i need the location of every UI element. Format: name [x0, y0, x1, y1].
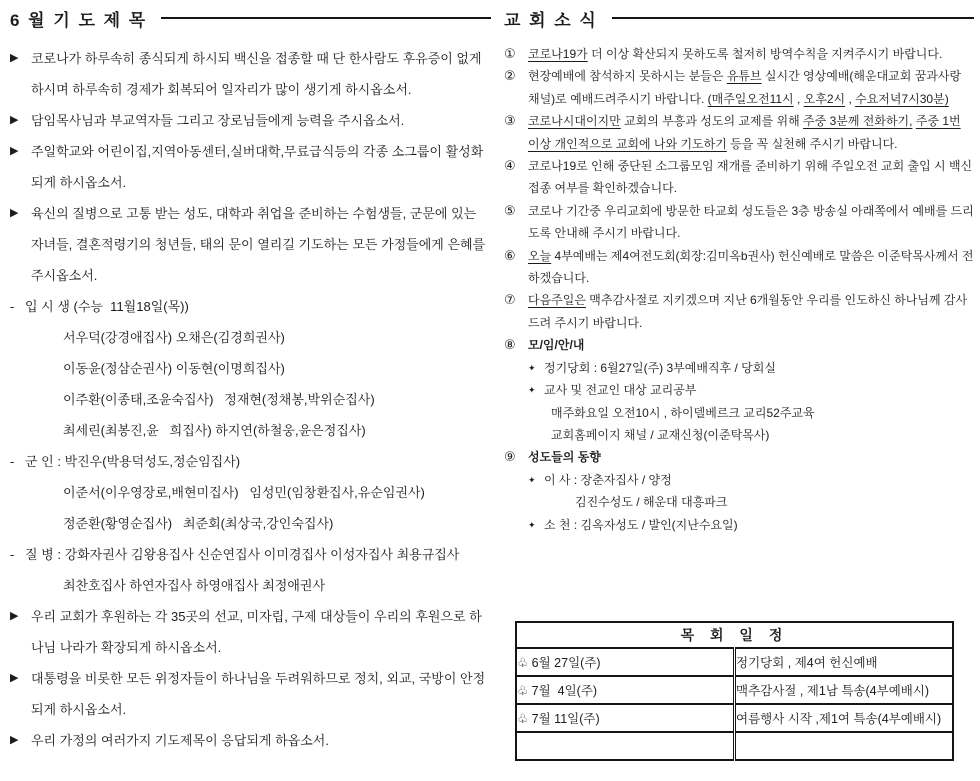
meeting-detail-row: [504, 402, 974, 424]
meeting-detail-row: [504, 424, 974, 446]
name-list-row: [10, 384, 491, 415]
trend-text: 김진수성도 / 해운대 대흥파크: [575, 495, 728, 510]
table-title: 목 회 일 정: [516, 622, 953, 648]
prayer-topics-title-row: [10, 6, 491, 31]
name-list-row: [10, 570, 491, 601]
title-rule: [612, 17, 974, 19]
plain-text: 실시간 영상예배(해운대교회 꿈과사랑 채널)로 예배드려주시기 바랍니다.: [528, 69, 962, 106]
triangle-bullet-icon: ▶: [10, 610, 19, 622]
diamond-bullet-icon: ✦: [528, 385, 536, 396]
prayer-text: 우리 가정의 여러가지 기도제목이 응답되게 하옵소서.: [31, 733, 329, 748]
meeting-text: 정기당회 : 6월27일(주) 3부예배직후 / 당회실: [544, 360, 776, 375]
news-text: [528, 114, 961, 150]
schedule-event: 정기당회 , 제4여 헌신예배: [735, 648, 954, 676]
schedule-event: 여름행사 시작 ,제1여 특송(4부예배시): [735, 704, 954, 732]
church-news-title-row: [504, 6, 974, 31]
meetings-header: [504, 334, 974, 356]
prayer-text: 대통령을 비롯한 모든 위정자들이 하나님을 두려워하므로 정치, 외교, 국방이 안정되게 하시옵소서.: [31, 671, 486, 717]
plain-text: 등을 꼭 실천해 주시기 바랍니다.: [726, 136, 898, 151]
schedule-date: ♧ 6월 27일(주): [516, 648, 735, 676]
plain-text: 교회의 부흥과 성도의 교제를 위해: [620, 114, 804, 129]
news-item-1: [504, 43, 974, 65]
news-item-3: [504, 110, 974, 155]
name-list-row: [10, 353, 491, 384]
names-text: 최세린(최봉진,윤 희집사) 하지연(하철웅,윤은정집사): [63, 423, 366, 438]
names-text: 정준환(황영순집사) 최준회(최상국,강인숙집사): [63, 516, 334, 531]
diamond-bullet-icon: ✦: [528, 362, 536, 373]
category-label: 질 병 : 강화자권사 김왕용집사 신순연집사 이미경집사 이성자집사 최용규집사: [25, 547, 460, 562]
triangle-bullet-icon: ▶: [10, 672, 19, 684]
prayer-item: [10, 43, 491, 105]
table-title-row: [516, 622, 953, 648]
meetings-header-label: 모/임/안/내: [528, 338, 585, 353]
section-title: 교 회 소 식: [504, 11, 598, 30]
plain-text: 맥추감사절로 지키겠으며 지난 6개월동안 우리를 인도하신 하나님께 감사 드려 주시기 바랍니다.: [528, 293, 968, 330]
news-item-5: [504, 200, 974, 245]
name-list-row: [10, 322, 491, 353]
trend-row: [504, 514, 974, 536]
circled-number-icon: ③: [504, 113, 516, 129]
names-text: 이준서(이우영장로,배현미집사) 임성민(임창환집사,유순임권사): [63, 485, 425, 500]
triangle-bullet-icon: ▶: [10, 734, 19, 746]
triangle-bullet-icon: ▶: [10, 114, 19, 126]
plain-text: 코로나 기간중 우리교회에 방문한 타교회 성도들은 3층 방송실 아래쪽에서 예배를 드리도록 안내해 주시기 바랍니다.: [528, 203, 974, 241]
news-item-2: [504, 65, 974, 110]
underlined-text: 주중 1번 이상 개인적으로 교회에 나와 기도하기: [528, 114, 961, 151]
table-row: [516, 704, 953, 732]
prayer-item: [10, 136, 491, 198]
name-list-row: [10, 415, 491, 446]
underlined-text: 수요저녁7시30분): [855, 91, 949, 106]
diamond-bullet-icon: ✦: [528, 519, 536, 530]
schedule-date: ♧ 7월 4일(주): [516, 676, 735, 704]
trend-detail-row: [504, 491, 974, 513]
names-text: 이주환(이종태,조윤숙집사) 정재현(정채봉,박위순집사): [63, 392, 375, 407]
plain-text: ,: [845, 91, 856, 106]
news-item-6: [504, 245, 974, 290]
trend-row: [504, 469, 974, 491]
names-text: 최찬호집사 하연자집사 하영애집사 최정애권사: [63, 578, 325, 593]
news-text: [528, 47, 942, 61]
prayer-text: 육신의 질병으로 고통 받는 성도, 대학과 취업을 준비하는 수험생들, 군문에 있는 자녀들, 결혼적령기의 청년들, 태의 문이 열리길 기도하는 모든 가정들에게 은혜를 주시옵소서.: [31, 206, 486, 283]
prayer-item: [10, 198, 491, 291]
triangle-bullet-icon: ▶: [10, 207, 19, 219]
prayer-text: 우리 교회가 후원하는 각 35곳의 선교, 미자립, 구제 대상들이 우리의 후원으로 하나님 나라가 확장되게 하시옵소서.: [31, 609, 482, 655]
church-news-section: [504, 6, 974, 536]
trends-header-label: 성도들의 동향: [528, 450, 601, 465]
plain-text: 코로나19로 인해 중단된 소그룹모임 재개를 준비하기 위해 주일오전 교회 출입 시 백신접종 여부를 확인하겠습니다.: [528, 159, 973, 196]
meeting-text: 교사 및 전교인 대상 교리공부: [544, 383, 697, 398]
plain-text: 더 이상 확산되지 못하도록 철저히 방역수칙을 지켜주시기 바랍니다.: [587, 47, 943, 61]
prayer-item: [10, 105, 491, 136]
prayer-item: [10, 663, 491, 725]
underlined-text: 코로나시대이지만: [528, 114, 621, 129]
underlined-text: 오후2시: [803, 91, 846, 106]
prayer-item: [10, 601, 491, 663]
news-text: [528, 159, 972, 195]
prayer-text: 주일학교와 어린이집,지역아동센터,실버대학,무료급식등의 각종 소그룹이 활성화 되게 하시옵소서.: [31, 144, 484, 190]
circled-number-icon: ⑨: [504, 449, 516, 465]
news-text: [528, 69, 961, 105]
plain-text: 현장예배에 참석하지 못하시는 분들은: [528, 69, 727, 84]
dash-bullet-icon: -: [10, 454, 15, 469]
table-row: [516, 676, 953, 704]
meeting-text: 매주화요일 오전10시 , 하이델베르크 교리52주교육: [551, 405, 815, 420]
names-text: 이동윤(정삼순권사) 이동현(이명희집사): [63, 361, 285, 376]
plain-text: ,: [793, 91, 804, 106]
category-exam-students: [10, 291, 491, 322]
name-list-row: [10, 508, 491, 539]
circled-number-icon: ②: [504, 68, 516, 84]
name-list-row: [10, 477, 491, 508]
underlined-text: 다음주일은: [528, 293, 586, 308]
schedule-event: 맥추감사절 , 제1남 특송(4부예배시): [735, 676, 954, 704]
circled-number-icon: ⑤: [504, 202, 516, 218]
diamond-bullet-icon: ✦: [528, 474, 536, 485]
dash-bullet-icon: -: [10, 547, 15, 562]
plain-text: 4부예배는 제4여전도회(회장:김미옥b권사) 헌신예배로 말씀은 이준탁목사께서 전하겠습니다.: [528, 248, 974, 286]
circled-number-icon: ①: [504, 46, 516, 61]
dash-bullet-icon: -: [10, 299, 15, 314]
trend-text: 소 천 : 김옥자성도 / 발인(지난수요일): [544, 517, 738, 532]
underlined-text: 코로나19가: [528, 47, 588, 61]
underlined-text: (매주일오전11시: [707, 91, 794, 106]
category-soldiers: [10, 446, 491, 477]
meeting-row: [504, 357, 974, 379]
names-text: 서우덕(강경애집사) 오채은(김경희권사): [63, 330, 285, 345]
triangle-bullet-icon: ▶: [10, 145, 19, 157]
news-text: [528, 204, 974, 240]
category-sick: [10, 539, 491, 570]
meeting-text: 교회홈페이지 채널 / 교재신청(이준탁목사): [551, 427, 770, 442]
table-row: [516, 648, 953, 676]
table-row: [516, 732, 953, 760]
prayer-item: [10, 725, 491, 756]
category-label: 군 인 : 박진우(박용덕성도,정순임집사): [25, 454, 241, 469]
page-title: 6 월 기 도 제 목: [10, 11, 148, 30]
trends-header: [504, 446, 974, 468]
prayer-text: 코로나가 하루속히 종식되게 하시되 백신을 접종할 때 단 한사람도 후유증이 없게하시며 하루속히 경제가 회복되어 일자리가 많이 생기게 하시옵소서.: [31, 51, 482, 97]
prayer-topics-section: [10, 6, 491, 756]
underlined-text: 유튜브: [726, 69, 762, 84]
circled-number-icon: ④: [504, 158, 516, 174]
title-rule: [161, 17, 491, 19]
underlined-text: 오늘: [528, 248, 552, 263]
circled-number-icon: ⑧: [504, 337, 516, 353]
category-label: 입 시 생 (수능 11월18일(목)): [25, 299, 189, 314]
circled-number-icon: ⑥: [504, 247, 516, 263]
trend-text: 이 사 : 장춘자집사 / 양정: [544, 472, 672, 487]
schedule-date: ♧ 7월 11일(주): [516, 704, 735, 732]
schedule-event: [735, 732, 954, 760]
news-item-4: [504, 155, 974, 200]
news-text: [528, 249, 974, 285]
underlined-text: 주중 3분께 전화하기,: [803, 114, 913, 129]
circled-number-icon: ⑦: [504, 292, 516, 308]
meeting-row: [504, 379, 974, 401]
news-text: [528, 293, 967, 329]
triangle-bullet-icon: ▶: [10, 52, 19, 64]
prayer-text: 담임목사님과 부교역자들 그리고 장로님들에게 능력을 주시옵소서.: [31, 113, 405, 128]
news-item-7: [504, 289, 974, 334]
pastoral-schedule-table: [515, 621, 954, 761]
schedule-date: [516, 732, 735, 760]
